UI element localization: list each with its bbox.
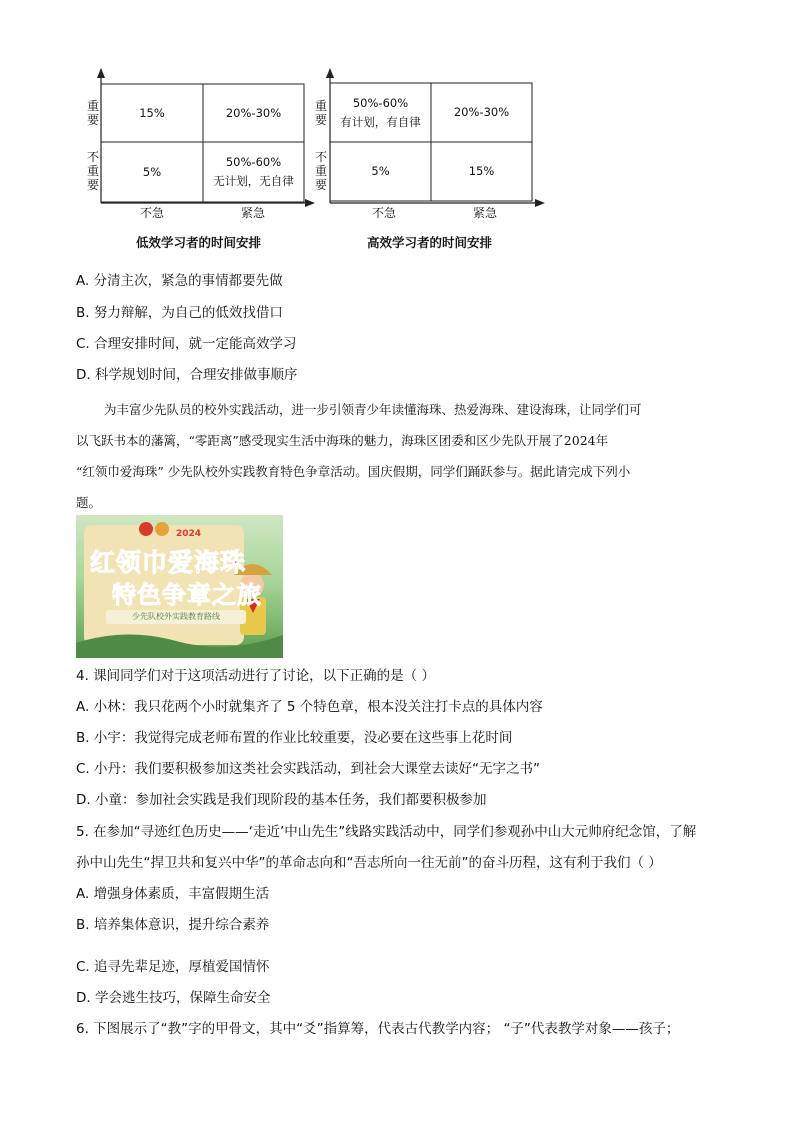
q6-stem: 6. 下图展示了“教”字的甲骨文，其中“爻”指算筹，代表古代教学内容； “子”代表教学对象——孩子； [76,1021,680,1037]
right-cell-unimportant-not-urgent: 5% [371,164,390,178]
q5-option-c: C. 追寻先辈足迹，厚植爱国情怀 [76,959,270,975]
right-cell-important-urgent: 20%-30% [453,105,510,119]
activity-intro [76,394,716,518]
left-y-label-important: 重要 [86,99,99,127]
q5-stem-line-2: 孙中山先生“捍卫共和复兴中华”的革命志向和“吾志所向一往无前”的奋斗历程，这有利于我们（ ） [76,855,662,871]
intro-line-4: 题。 [76,495,102,510]
intro-line-3: “红领巾爱海珠” 少先队校外实践教育特色争章活动。国庆假期，同学们踊跃参与。据此请完成下列小 [76,464,631,479]
left-cell-important-not-urgent: 15% [139,105,165,120]
q5-stem-line-1: 5. 在参加“寻迹红色历史——‘走近’中山先生”线路实践活动中，同学们参观孙中山大元帅府纪念馆，了解 [76,824,697,840]
left-cell-unimportant-not-urgent: 5% [142,164,162,179]
right-cell-important-not-urgent: 50%-60% 有计划，有自律 [340,95,421,129]
right-cell-unimportant-urgent: 15% [468,164,495,178]
activity-poster-image [76,515,283,658]
right-x-label-not-urgent: 不急 [372,206,397,220]
poster-banner: 少先队校外实践教育路线 [106,610,246,624]
q4-option-d: D. 小童：参加社会实践是我们现阶段的基本任务，我们都要积极参加 [76,792,487,808]
q4-option-a: A. 小林：我只花两个小时就集齐了 5 个特色章，根本没关注打卡点的具体内容 [76,699,543,715]
right-y-label-important: 重要 [314,99,327,127]
right-x-label-urgent: 紧急 [473,206,498,220]
q3-option-c: C. 合理安排时间，就一定能高效学习 [76,336,297,352]
right-y-label-unimportant: 不重要 [314,150,327,192]
q5-option-a: A. 增强身体素质，丰富假期生活 [76,886,270,902]
left-y-label-unimportant: 不重要 [86,150,99,192]
intro-line-1: 为丰富少先队员的校外实践活动，进一步引领青少年读懂海珠、热爱海珠、建设海珠，让同学们可 [104,402,642,417]
left-cell-unimportant-urgent: 50%-60% 无计划，无自律 [213,155,294,188]
q5-option-d: D. 学会逃生技巧，保障生命安全 [76,990,271,1006]
q3-option-b: B. 努力辩解，为自己的低效找借口 [76,305,283,321]
intro-line-2: 以飞跃书本的藩篱，“零距离”感受现实生活中海珠的魅力，海珠区团委和区少先队开展了2024年 [76,433,609,448]
left-x-label-not-urgent: 不急 [140,206,165,220]
q3-option-a: A. 分清主次，紧急的事情都要先做 [76,273,283,289]
q5-option-b: B. 培养集体意识，提升综合素养 [76,917,270,933]
q4-stem: 4. 课间同学们对于这项活动进行了讨论，以下正确的是（ ） [76,668,435,684]
q3-option-d: D. 科学规划时间，合理安排做事顺序 [76,367,298,383]
left-x-label-urgent: 紧急 [241,206,266,220]
q4-option-c: C. 小丹：我们要积极参加这类社会实践活动，到社会大课堂去读好“无字之书” [76,761,540,777]
poster-year: 2024 [176,529,202,539]
right-matrix-caption: 高效学习者的时间安排 [367,235,493,250]
poster-title-line-1: 红领巾爱海珠 [90,548,247,577]
left-matrix-caption: 低效学习者的时间安排 [136,235,262,250]
q4-option-b: B. 小宇：我觉得完成老师布置的作业比较重要，没必要在这些事上花时间 [76,730,513,746]
left-cell-important-urgent: 20%-30% [225,105,282,120]
poster-title-line-2: 特色争章之旅 [112,581,262,609]
